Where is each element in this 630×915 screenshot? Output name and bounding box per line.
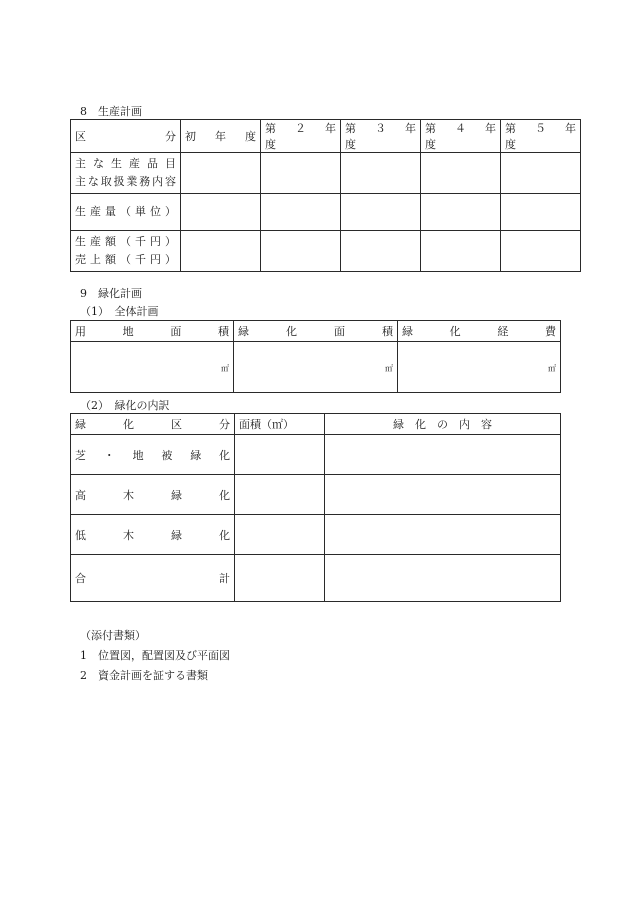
section8-heading: 8 生産計画 <box>80 105 142 118</box>
table-cell[interactable] <box>325 475 561 515</box>
overall-plan-heading: （1） 全体計画 <box>80 305 159 318</box>
row-label-line: 主な取扱業務内容 <box>75 175 176 188</box>
header-greening-category: 緑 化 区 分 <box>71 414 235 435</box>
production-plan-table <box>70 119 587 272</box>
header-greening-area: 緑 化 面 積 <box>234 321 398 342</box>
row-label-line: 売上額（千円） <box>75 253 176 266</box>
section9-heading: 9 緑化計画 <box>80 287 142 300</box>
table-cell[interactable] <box>341 194 421 231</box>
table-cell[interactable] <box>421 231 501 272</box>
table-cell[interactable] <box>501 194 581 231</box>
row-label-tall-trees: 高 木 緑 化 <box>71 475 235 515</box>
breakdown-heading: （2） 緑化の内訳 <box>80 399 170 412</box>
row-label-volume <box>71 194 181 231</box>
row-label-amount <box>71 231 181 272</box>
header-year-3: 第 ３ 年 度 <box>341 120 421 153</box>
header-year-5: 第 ５ 年 度 <box>501 120 581 153</box>
table-row <box>71 555 561 602</box>
overall-greening-table <box>70 320 561 393</box>
table-row <box>71 194 581 231</box>
table-cell[interactable] <box>235 555 325 602</box>
table-row <box>71 231 581 272</box>
row-label-total: 合 計 <box>71 555 235 602</box>
row-label-line: 生産量（単位） <box>75 205 176 218</box>
table-cell[interactable] <box>235 435 325 475</box>
table-cell[interactable] <box>421 153 501 194</box>
row-label-line: 主な生産品目 <box>75 157 176 170</box>
header-greening-content: 緑 化 の 内 容 <box>325 414 561 435</box>
table-cell[interactable] <box>181 194 261 231</box>
site-area-cell[interactable] <box>71 342 234 393</box>
header-year-2: 第 ２ 年 度 <box>261 120 341 153</box>
attachments-heading: （添付書類） <box>80 629 146 642</box>
table-cell[interactable] <box>261 231 341 272</box>
row-label-lawn: 芝・地被緑化 <box>71 435 235 475</box>
header-year-1: 初 年 度 <box>181 120 261 153</box>
table-cell[interactable] <box>501 231 581 272</box>
header-greening-cost: 緑 化 経 費 <box>398 321 561 342</box>
row-label-products <box>71 153 181 194</box>
table-cell[interactable] <box>261 194 341 231</box>
table-cell[interactable] <box>501 153 581 194</box>
header-site-area: 用 地 面 積 <box>71 321 234 342</box>
table-cell[interactable] <box>181 153 261 194</box>
attachment-item: 1 位置図，配置図及び平面図 <box>80 649 230 662</box>
greening-area-cell[interactable] <box>234 342 398 393</box>
table-row <box>71 435 561 475</box>
table-cell[interactable] <box>325 435 561 475</box>
greening-breakdown-table <box>70 413 561 602</box>
table-cell[interactable] <box>341 153 421 194</box>
table-cell[interactable] <box>235 515 325 555</box>
table-header-row <box>71 414 561 435</box>
table-cell[interactable] <box>325 515 561 555</box>
table-cell[interactable] <box>341 231 421 272</box>
table-row <box>71 342 561 393</box>
table-row <box>71 153 581 194</box>
unit-label: ㎡ <box>385 363 393 373</box>
table-cell[interactable] <box>181 231 261 272</box>
table-row <box>71 515 561 555</box>
unit-label: ㎡ <box>221 363 229 373</box>
attachment-item: 2 資金計画を証する書類 <box>80 669 208 682</box>
unit-label: ㎡ <box>548 363 556 373</box>
header-area: 面積（㎡） <box>235 414 325 435</box>
table-cell[interactable] <box>261 153 341 194</box>
header-year-4: 第 ４ 年 度 <box>421 120 501 153</box>
greening-cost-cell[interactable] <box>398 342 561 393</box>
table-cell[interactable] <box>421 194 501 231</box>
row-label-line: 生産額（千円） <box>75 235 176 248</box>
table-cell[interactable] <box>235 475 325 515</box>
table-row <box>71 475 561 515</box>
row-label-low-trees: 低 木 緑 化 <box>71 515 235 555</box>
table-cell[interactable] <box>325 555 561 602</box>
table-header-row <box>71 321 561 342</box>
header-category: 区 分 <box>71 120 181 153</box>
table-header-row <box>71 120 581 153</box>
